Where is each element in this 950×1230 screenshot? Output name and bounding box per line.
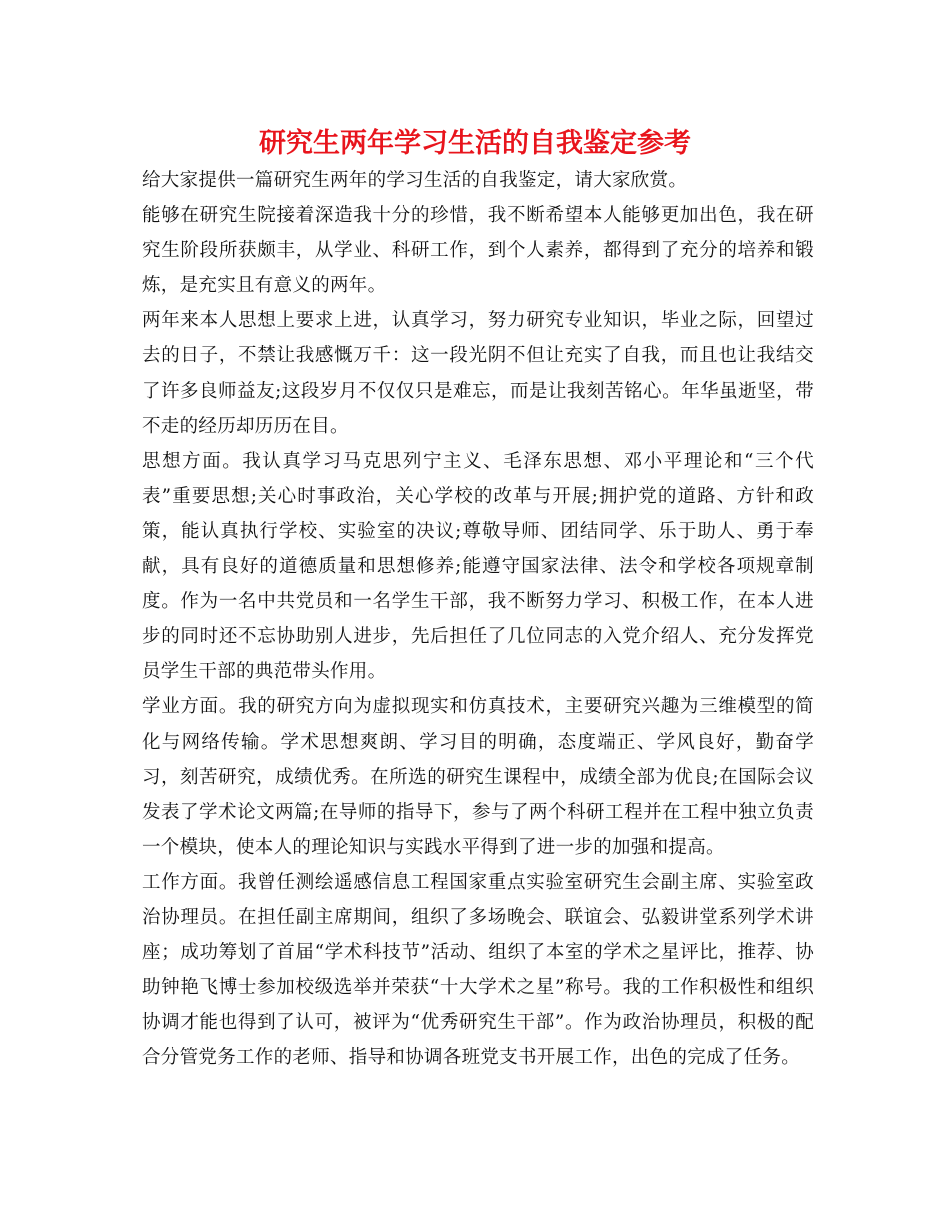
- paragraph-work: 工作方面。我曾任测绘遥感信息工程国家重点实验室研究生会副主席、实验室政治协理员。在担任副主席期间，组织了多场晚会、联谊会、弘毅讲堂系列学术讲座；成功筹划了首届“学术科技节”活动、组织了本室的学术之星评比，推荐、协助钟艳飞博士参加校级选举并荣获“十大学术之星”称号。我的工作积极性和组织协调才能也得到了认可，被评为“优秀研究生干部”。作为政治协理员，积极的配合分管党务工作的老师、指导和协调各班党支书开展工作，出色的完成了任务。: [142, 871, 814, 1069]
- paragraph-two-years: 两年来本人思想上要求上进，认真学习，努力研究专业知识，毕业之际，回望过去的日子，不禁让我感慨万千：这一段光阴不但让充实了自我，而且也让我结交了许多良师益友;这段岁月不仅仅只是难忘，而是让我刻苦铭心。年华虽逝坚，带不走的经历却历历在目。: [142, 310, 814, 437]
- paragraph-ideology: 思想方面。我认真学习马克思列宁主义、毛泽东思想、邓小平理论和“三个代表”重要思想;关心时事政治，关心学校的改革与开展;拥护党的道路、方针和政策，能认真执行学校、实验室的决议;尊敬导师、团结同学、乐于助人、勇于奉献，具有良好的道德质量和思想修养;能遵守国家法律、法令和学校各项规章制度。作为一名中共党员和一名学生干部，我不断努力学习、积极工作，在本人进步的同时还不忘协助别人进步，先后担任了几位同志的入党介绍人、充分发挥党员学生干部的典范带头作用。: [142, 450, 814, 683]
- document-body: [142, 163, 814, 1075]
- paragraph-academics: 学业方面。我的研究方向为虚拟现实和仿真技术，主要研究兴趣为三维模型的简化与网络传输。学术思想爽朗、学习目的明确，态度端正、学风良好，勤奋学习，刻苦研究，成绩优秀。在所选的研究生课程中，成绩全部为优良;在国际会议发表了学术论文两篇;在导师的指导下，参与了两个科研工程并在工程中独立负责一个模块，使本人的理论知识与实践水平得到了进一步的加强和提高。: [142, 696, 814, 858]
- paragraph-graduate-study: 能够在研究生院接着深造我十分的珍惜，我不断希望本人能够更加出色，我在研究生阶段所获颇丰，从学业、科研工作，到个人素养，都得到了充分的培养和锻炼，是充实且有意义的两年。: [142, 205, 814, 297]
- paragraph-intro: 给大家提供一篇研究生两年的学习生活的自我鉴定，请大家欣赏。: [142, 170, 688, 191]
- document-title: 研究生两年学习生活的自我鉴定参考: [259, 128, 691, 159]
